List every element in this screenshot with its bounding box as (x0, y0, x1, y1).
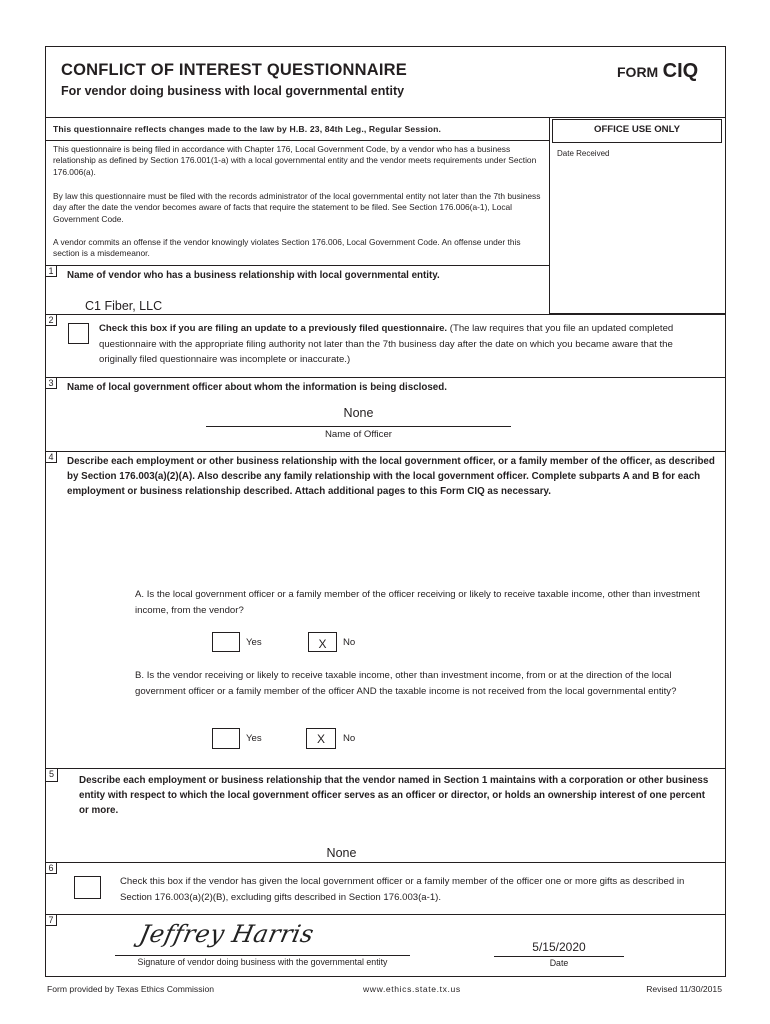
section1-divider (45, 265, 549, 266)
signature-date-field[interactable]: 5/15/2020 (532, 940, 586, 954)
intro-divider (45, 140, 549, 141)
section6-number: 6 (45, 862, 57, 874)
section7-divider (45, 914, 726, 915)
intro-para-1: This questionnaire is being filed in accordance with Chapter 176, Local Government Code, by a vendor who has a business relationship as defined by Section 176.001(1-a) with a local governmental entity and the vendor meets requirements under Section 176.006(a). (53, 144, 537, 177)
question-a-yes-checkbox[interactable] (212, 632, 240, 652)
section2-text (99, 321, 707, 368)
section2-divider (45, 314, 726, 315)
section4-number: 4 (45, 451, 57, 463)
question-a-no-checkbox[interactable]: X (308, 632, 337, 652)
question-a-yes-label: Yes (246, 637, 262, 648)
officer-name-caption: Name of Officer (324, 429, 392, 440)
section4-divider (45, 451, 726, 452)
section3-label: Name of local government officer about whom the information is being disclosed. (67, 382, 447, 393)
section5-label: Describe each employment or business relationship that the vendor named in Section 1 maintains with a corporation or other business entity with respect to which the local government officer serves as an officer or director, or holds an ownership interest of one percent or more. (79, 775, 709, 816)
question-b-yes-checkbox[interactable] (212, 728, 240, 749)
footer-provider: Form provided by Texas Ethics Commission (47, 984, 214, 994)
section5-number: 5 (45, 768, 58, 782)
date-caption: Date (549, 958, 569, 968)
section2-label-bold: Check this box if you are filing an update to a previously filed questionnaire. (99, 323, 448, 334)
gifts-checkbox[interactable] (74, 876, 101, 899)
section5-field[interactable]: None (326, 846, 357, 860)
section2-number: 2 (45, 314, 57, 326)
footer-revision: Revised 11/30/2015 (646, 984, 722, 994)
signature-line (115, 955, 410, 956)
section3-number: 3 (45, 377, 57, 389)
question-a: A. Is the local government officer or a family member of the officer receiving or likely to receive taxable income, other than investment income, from the vendor? (135, 589, 700, 616)
section6-label: Check this box if the vendor has given the local government officer or a family member of the officer one or more gifts as described in Section 176.003(a)(2)(B), excluding gifts described in Section 176.003(a-1). (120, 876, 685, 903)
office-use-heading: OFFICE USE ONLY (552, 119, 722, 143)
office-use-box (549, 117, 726, 314)
question-b-no-checkbox[interactable]: X (306, 728, 336, 749)
section3-divider (45, 377, 726, 378)
intro-para-3: A vendor commits an offense if the vendor knowingly violates Section 176.006, Local Government Code. An offense under this section is a misdemeanor. (53, 237, 521, 259)
section5-divider (45, 768, 726, 769)
law-note: This questionnaire reflects changes made to the law by H.B. 23, 84th Leg., Regular Session. (53, 124, 442, 134)
question-b-no-label: No (343, 733, 356, 744)
footer-url[interactable]: www.ethics.state.tx.us (363, 984, 461, 994)
section4-label: Describe each employment or other business relationship with the local government officer, or a family member of the officer, as described by Section 176.003(a)(2)(A). Also describe any family relationship with the local government officer. Complete subparts A and B for each employment or business relationship described. Attach additional pages to this Form CIQ as necessary. (67, 456, 715, 497)
question-b: B. Is the vendor receiving or likely to receive taxable income, other than investment income, from or at the direction of the local government officer or a family member of the officer AND the taxable income is not received from the local governmental entity? (135, 670, 677, 697)
section6-divider (45, 862, 726, 863)
officer-name-field[interactable]: None (343, 406, 374, 420)
form-title: CONFLICT OF INTEREST QUESTIONNAIRE (61, 61, 407, 79)
section1-number: 1 (45, 265, 57, 277)
vendor-name-field[interactable]: C1 Fiber, LLC (85, 299, 163, 313)
section2-label-rest: (The law requires that you file an updated completed questionnaire with the appropriate filing authority not later than the 7th business day after the date on which you became aware that the originally filed questionnaire was incomplete or inaccurate.) (99, 323, 674, 365)
form-id (617, 60, 698, 83)
form-subtitle: For vendor doing business with local governmental entity (61, 84, 405, 98)
question-a-no-label: No (343, 637, 356, 648)
intro-para-2: By law this questionnaire must be filed with the records administrator of the local governmental entity not later than the 7th business day after the date the vendor becomes aware of facts that require the statement to be filed. See Section 176.006(a-1), Local Government Code. (53, 191, 541, 224)
date-line (494, 956, 624, 957)
vendor-signature: Jeffrey Harris (137, 920, 317, 948)
form-label: FORM (617, 64, 659, 80)
signature-caption: Signature of vendor doing business with the governmental entity (137, 957, 388, 967)
update-checkbox[interactable] (68, 323, 89, 344)
officer-name-line (206, 426, 511, 427)
section1-label: Name of vendor who has a business relationship with local governmental entity. (67, 270, 440, 281)
form-code: CIQ (662, 60, 699, 82)
section7-number: 7 (45, 914, 57, 926)
date-received-label: Date Received (557, 149, 610, 158)
question-b-yes-label: Yes (246, 733, 262, 744)
